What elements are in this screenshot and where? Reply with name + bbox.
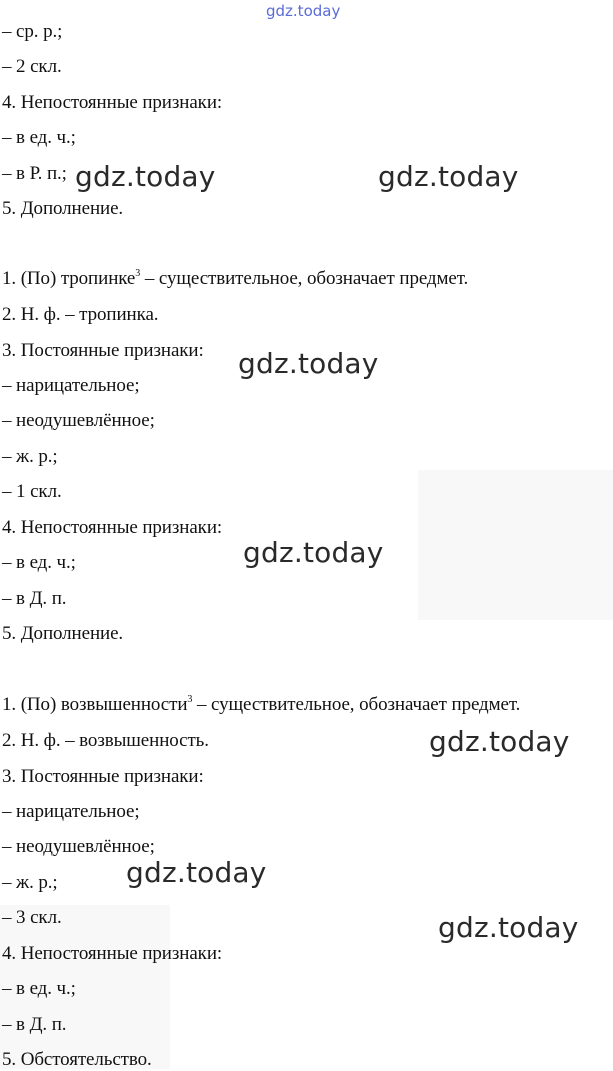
- text-line: 5. Дополнение.: [2, 198, 124, 219]
- watermark: gdz.today: [429, 725, 570, 758]
- word-analysis-description: – существительное, обозначает предмет.: [192, 694, 521, 715]
- text-line: – ж. р.;: [2, 872, 58, 893]
- text-line: 5. Дополнение.: [2, 623, 124, 644]
- text-line: – нарицательное;: [2, 801, 140, 822]
- text-line: 4. Непостоянные признаки:: [2, 943, 223, 964]
- word-analysis-description: – существительное, обозначает предмет.: [140, 268, 469, 289]
- scan-smudge: [418, 470, 613, 620]
- text-line: 5. Обстоятельство.: [2, 1049, 152, 1070]
- text-line: [2, 268, 468, 290]
- text-line: – 2 скл.: [2, 56, 62, 77]
- word-analysis-heading: 1. (По) тропинке: [2, 268, 136, 289]
- text-line: – в ед. ч.;: [2, 127, 76, 148]
- superscript-mark: 3: [135, 268, 141, 279]
- text-line: – неодушевлённое;: [2, 836, 155, 857]
- text-line: – 1 скл.: [2, 481, 62, 502]
- watermark: gdz.today: [438, 911, 579, 944]
- text-line: 4. Непостоянные признаки:: [2, 92, 223, 113]
- text-line: [2, 694, 520, 716]
- text-line: – ж. р.;: [2, 446, 58, 467]
- text-line: – в Д. п.: [2, 1014, 67, 1035]
- text-line: 3. Постоянные признаки:: [2, 340, 204, 361]
- text-line: – в ед. ч.;: [2, 552, 76, 573]
- text-line: – нарицательное;: [2, 375, 140, 396]
- watermark-top: gdz.today: [266, 2, 341, 20]
- text-line: – в Р. п.;: [2, 163, 67, 184]
- text-line: – ср. р.;: [2, 21, 63, 42]
- text-line: 2. Н. ф. – тропинка.: [2, 304, 159, 325]
- text-line: – в ед. ч.;: [2, 978, 76, 999]
- watermark: gdz.today: [75, 160, 216, 193]
- superscript-mark: 3: [187, 694, 193, 705]
- watermark: gdz.today: [238, 347, 379, 380]
- text-line: – 3 скл.: [2, 907, 62, 928]
- text-line: 4. Непостоянные признаки:: [2, 517, 223, 538]
- watermark: gdz.today: [126, 856, 267, 889]
- watermark: gdz.today: [243, 536, 384, 569]
- text-line: – в Д. п.: [2, 588, 67, 609]
- watermark: gdz.today: [378, 160, 519, 193]
- text-line: – неодушевлённое;: [2, 410, 155, 431]
- text-line: 2. Н. ф. – возвышенность.: [2, 730, 209, 751]
- text-line: 3. Постоянные признаки:: [2, 766, 204, 787]
- word-analysis-heading: 1. (По) возвышенности: [2, 694, 188, 715]
